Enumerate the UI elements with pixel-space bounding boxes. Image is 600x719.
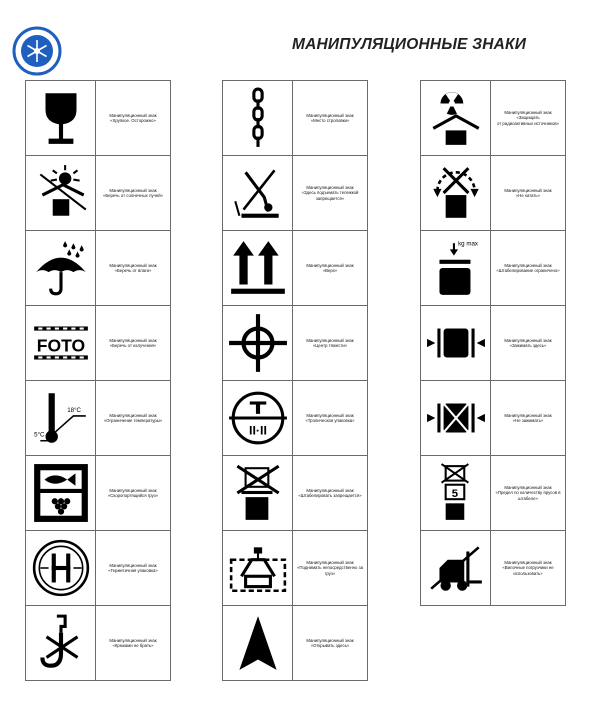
sign-caption: Манипуляционный знак [306,112,354,118]
fragile-glass-icon [26,81,96,155]
sign-name: «Поднимать непосредственно за груз» [297,565,363,576]
open-here-arrow-icon [223,606,293,680]
sign-name: «Не катать» [515,193,541,198]
sign-name: «Место строповки» [310,118,350,123]
sign-row [26,456,170,531]
company-logo [12,26,62,76]
sign-row [26,531,170,606]
stacking-limit-icon [421,231,491,305]
sign-caption: Манипуляционный знак [504,412,552,418]
sign-caption: Манипуляционный знак [504,337,552,343]
signs-column-3 [420,80,566,606]
sign-name: «Предел по количеству ярусов в штабеле» [495,490,561,501]
sign-caption: Манипуляционный знак [306,637,354,643]
sign-row [223,81,367,156]
sign-caption: Манипуляционный знак [306,559,354,565]
keep-away-from-sun-icon [26,156,96,230]
tropical-packaging-icon [223,381,293,455]
foto-label: FOTO [36,335,85,356]
sign-caption: Манипуляционный знак [504,559,552,565]
low-temp-label: 5°C [33,431,45,439]
keep-dry-umbrella-icon [26,231,96,305]
high-temp-label: 18°C [66,406,81,414]
sign-row [26,381,170,456]
foto-icon [26,306,96,380]
sign-caption: Манипуляционный знак [109,487,157,493]
sign-name: «Зажимать здесь» [509,343,547,348]
signs-column-1 [25,80,171,681]
do-not-clamp-icon [421,381,491,455]
sign-caption: Манипуляционный знак [306,412,354,418]
no-hand-truck-icon [223,156,293,230]
no-hooks-icon [26,606,96,680]
sign-caption: Манипуляционный знак [306,487,354,493]
sign-name: «Хрупкое. Осторожно» [110,118,156,123]
sign-name: «Верх» [322,268,338,273]
sign-row [26,156,170,231]
stack-number-label: 5 [451,488,458,501]
sign-name: «Защищать [516,115,540,121]
sign-caption: Манипуляционный знак [109,337,157,343]
sign-name: «Центр тяжести» [312,343,348,348]
sling-here-chain-icon [223,81,293,155]
this-way-up-icon [223,231,293,305]
sign-name: «Открывать здесь» [310,643,350,648]
sign-caption: Манипуляционный знак [504,109,552,115]
sign-row [421,81,565,156]
sign-caption: Манипуляционный знак [109,637,157,643]
temperature-limit-icon [26,381,96,455]
sign-row [421,156,565,231]
hermetic-packaging-icon [26,531,96,605]
sign-name: «Не зажимать» [512,418,544,423]
sign-row [223,381,367,456]
tropical-label: II·II [248,423,267,438]
sign-row [223,606,367,681]
sign-caption: Манипуляционный знак [109,412,157,418]
sign-row [223,156,367,231]
sign-caption: Манипуляционный знак [109,187,157,193]
sign-name: «Штабелирование ограничено» [496,268,560,273]
sign-name: «Здесь подъемать тележкой запрещается» [301,190,359,201]
clamp-here-icon [421,306,491,380]
sign-row [26,306,170,381]
signs-column-2 [222,80,368,681]
sign-name-cont: от радиоактивных источников» [496,120,560,126]
sign-row [26,81,170,156]
do-not-roll-icon [421,156,491,230]
stack-limit-number-icon [421,456,491,530]
sign-row [223,231,367,306]
sign-name: «Ограничение температуры» [103,418,163,423]
sign-row [421,381,565,456]
sign-row [26,231,170,306]
sign-name: «Вилочные погрузчики не использовать» [502,565,554,576]
sign-caption: Манипуляционный знак [306,184,354,190]
sign-caption: Манипуляционный знак [504,262,552,268]
sign-caption: Манипуляционный знак [306,337,354,343]
no-forklift-icon [421,531,491,605]
sign-name: «Герметичная упаковка» [108,568,158,573]
sign-name: «Беречь от излучения» [109,343,157,348]
sign-row [223,531,367,606]
direct-lift-icon [223,531,293,605]
sign-name: «Штабелировать запрещается» [298,493,362,498]
sign-name: «Тропическая упаковка» [305,418,355,423]
sign-row [26,606,170,681]
sign-name: «Крюками не брать» [112,643,154,648]
sign-name: «Скоропортящийся груз» [107,493,159,498]
sign-name: «Беречь от влаги» [114,268,152,273]
sign-row [223,456,367,531]
sign-caption: Манипуляционный знак [504,187,552,193]
sign-caption: Манипуляционный знак [504,484,552,490]
kg-max-label: kg max [457,240,478,248]
no-stacking-icon [223,456,293,530]
sign-caption: Манипуляционный знак [306,262,354,268]
sign-row [421,231,565,306]
sign-row [421,456,565,531]
sign-name: «Беречь от солнечных лучей» [102,193,164,198]
sign-row [421,531,565,606]
sign-row [421,306,565,381]
perishable-cargo-icon [26,456,96,530]
sign-caption: Манипуляционный знак [109,262,157,268]
sign-caption: Манипуляционный знак [109,112,157,118]
sign-row [223,306,367,381]
page-title: МАНИПУЛЯЦИОННЫЕ ЗНАКИ [292,36,527,53]
radiation-protect-icon [421,81,491,155]
center-of-gravity-icon [223,306,293,380]
sign-caption: Манипуляционный знак [109,562,157,568]
